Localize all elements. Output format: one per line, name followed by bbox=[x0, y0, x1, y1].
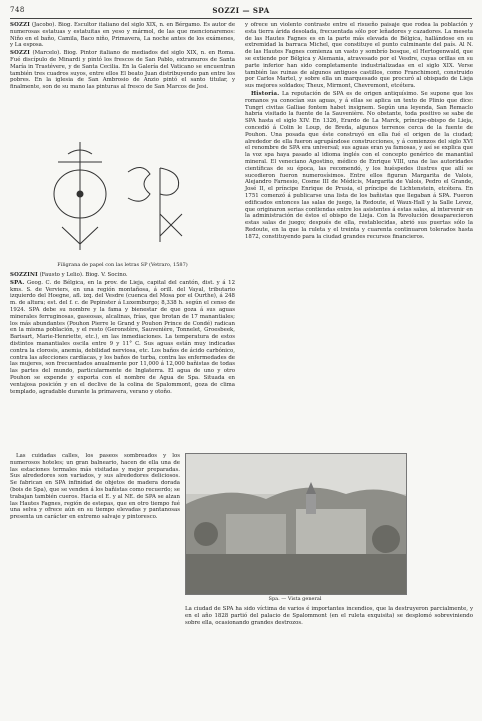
spa-fires-paragraph: La ciudad de SPA ha sido víctima de varios é importantes incendios, que la destruyeron parcialmente, y en el año 1828 partió del palacio de Spalommont (en el ruleta exquisita) se desplomó sobreviniendo sobre ella, ocasionando grandes destrozos. bbox=[185, 606, 473, 626]
entry-body: Geog. C. de Bélgica, en la prov. de Lieja, capital del cantón, dist. y á 12 kms. S. de Verviers, en una región montañosa, á orill. del Vayal, tributario izquierdo del Hoegne, afl. izq. del Vesdre (cuenca del Mosa por el Ourthe), á 248 m. de altura; est. del f. c. de Pepinster á Luxemburgo; 8,338 h. según el censo de 1924. SPA debe su nombre y la fama y bienestar de que goza á sus aguas minerales ferruginosas, gaseosas, alcalinas, frías, que brotan de 17 manantiales; los más abundantes (Pouhon Pierre le Grand y Pouhon Prince de Condé) radican en la misma población, y el resto (Geronstère, Sauvenière, Tonnelet, Groesbeek, Barisart, Marie-Henriette, etc.), en las inmediaciones. La temperatura de estos distintos manantiales oscila entre 9 y 11° C. Sus aguas están muy indicadas contra la clorosis, anemia, debilidad nerviosa, etc. Los baños de ácido carbónico, contra las afecciones cardíacas, y los baños de turba, contra las enfermedades de las mujeres, son frecuentados anualmente por 11,000 á 12,000 bañistas de todas las partes del mundo, particularmente de Inglaterra. El agua de uno y otro Pouhon se expende y exporta con el nombre de Agua de Spa. Situada en ventajosa posición y en el declive de la colina de Spalommont, goza de clima templado, agradable durante la primavera, verano y otoño. bbox=[10, 279, 235, 395]
entry-head: SPA. bbox=[10, 279, 25, 286]
entry-spa-continued: Las cuidadas calles, los paseos sombreados y los numerosos hoteles; un gran balneario, hacen de ella una de las estaciones termales más visitadas y mejor preparadas. Sus alrededores son variados, y sus alrededores deliciosos. Se fabrican en SPA infinidad de objetos de madera dorada (bois de Spa), que se venden á los bañistas como recuerdo; se trabajan también cueros. Hacia el E. y al NE. de SPA se alzan las Hautes Fagnes, región de estepas, que en otro tiempo fué una selva y ofrece aún en su tiempo elevadas y pantanosas presenta un carácter en extremo salvaje y pintoresco. bbox=[10, 453, 180, 521]
entry-sozzini bbox=[10, 272, 235, 279]
entry-head: SOZZI bbox=[10, 50, 30, 57]
left-column-top bbox=[10, 22, 235, 92]
entry-head: SOZZINI bbox=[10, 272, 38, 278]
entry-body: (Fausto y Lelio). Biog. V. Socino. bbox=[39, 272, 128, 278]
running-title: SOZZI — SPA bbox=[212, 6, 270, 15]
page-number: 748 bbox=[10, 6, 25, 14]
right-column bbox=[245, 22, 473, 242]
spa-history bbox=[245, 91, 473, 241]
entry-body: (Jacobo). Biog. Escultor italiano del siglo XIX, n. en Bérgamo. Es autor de numerosas estatuas y estatuitas en yeso y mármol, de las que mencionaremos: Niño en el baño, Camila, Baco niño, Primavera, La noche antes de los exámenes, y La esposa. bbox=[10, 22, 236, 49]
section-head: Historia. bbox=[251, 90, 280, 97]
page-header bbox=[10, 6, 472, 18]
entry-body: (Marcelo). Biog. Pintor italiano de mediados del siglo XIX, n. en Roma. Fué discípulo de Minardi y pintó los frescos de San Pablo, extramuros de Santa María in Trastévere, y de Santa Cecilia. En la Galería del Vaticano se encuentran también tres cuadros suyos, entre ellos El beato Juan distribuyendo pan entre los pobres. En la iglesia de San Ambrosio de Anzio pintó el santo titular, y finalmente, son de su mano las pinturas al fresco de San Marcos de Jesi. bbox=[10, 50, 235, 91]
header-rule bbox=[10, 18, 472, 19]
entry-sozzi-marcelo bbox=[10, 50, 235, 91]
watermark-illustration bbox=[10, 132, 235, 260]
section-body: La reputación de SPA es de origen antiquísimo. Se supone que los romanos ya conocían sus aguas, y á ellas se aplica un texto de Plinio que dice: Tungri civitas Galliae fontem habet insignem. Según una leyenda, San Remaclo habría visitado la fuente de la Sauvenière. No obstante, toda positivo se sabe de SPA hasta el siglo XIV. En 1326, Erardo de La Marck, príncipe-obispo de Lieja, concedió á Colin le Loup, de Breda, algunos terrenos cerca de la fuente de Pouhon. Una posada que éste construyó en ella fué el origen de la ciudad; alrededor de ella fueron agrupándose construcciones, y á comienzos del siglo XVI el renombre de SPA era universal; sus aguas eran ya famosas, y así se explica que la voz spa haya pasado al idioma inglés con el concepto genérico de manantial mineral. El veneciano Agostino, médico de Enrique VIII, una de las autoridades científicas de su época, las recomendó, y los huéspedes ilustres que allí se sucedieron fueron numerosísimos. Entre ellos figuran Margarita de Valois, Alejandro Farnesio, Cosme III de Médicis, Margarita de Valois, Pedro el Grande, José II, el príncipe Enrique de Prusia, el príncipe de Lichtenstein, etcétera. En 1751 comenzó á publicarse una lista de los bañistas que llegaban á SPA. Fueron edificados entonces las salas de juego, la Redoute, el Waux-Hall y la Salle Levoz, que originaron serias contiendas entre los asistentes á estas salas, al intervenir en la administración de éstos el obispo de Lieja. Con la Revolución desaparecieron estas salas de juego; después de ella, restablecidas, abrió sus puertas sólo la Redoute, en la que la ruleta y el treinta y cuarenta continuaron tolerados hasta 1872, constituyendo para la ciudad grandes recursos financieros. bbox=[245, 90, 474, 240]
left-column-bottom bbox=[10, 453, 180, 522]
photo-caption: Spa. — Vista general bbox=[268, 596, 322, 602]
spa-panorama-illustration bbox=[186, 454, 406, 594]
spa-photo bbox=[185, 453, 407, 595]
entry-spa bbox=[10, 280, 235, 396]
spa-description: y ofrece un violento contraste entre el risueño paisaje que rodea la población y esta tierra árida desolada, frecuentada sólo por leñadores y cazadores. La meseta de las Hautes Fagnes es en la parte más elevada de Bélgica, hallándose en su extremidad la barraca Michel, que constituye el punto culminante del país. Al N. de las Hautes Fagnes comienza un vasto y sombrío bosque, el Hertogenwald, que se extiende por Bélgica y Alemania, atravesado por el Vesdre, cuyas orillas en su parte inferior han sido completamente industrializadas en el siglo XIX. Verse también las ruinas de algunos antiguos castillos, como Franchimont, construido por Carlos Martel, y sobre ella un marquesado que procuró al obispado de Lieja sus mejores soldados; Theux, Mirmont, Chevremont, etcétera. bbox=[245, 22, 473, 90]
bottom-text bbox=[185, 606, 473, 627]
left-column-spa bbox=[10, 272, 235, 396]
entry-sozzi-jacobo bbox=[10, 22, 235, 49]
entry-head: SOZZI bbox=[10, 22, 30, 28]
watermark-figure bbox=[10, 132, 235, 260]
figure-caption: Filigrana de papel con las letras SP (Vetraro, 1587) bbox=[57, 262, 188, 268]
